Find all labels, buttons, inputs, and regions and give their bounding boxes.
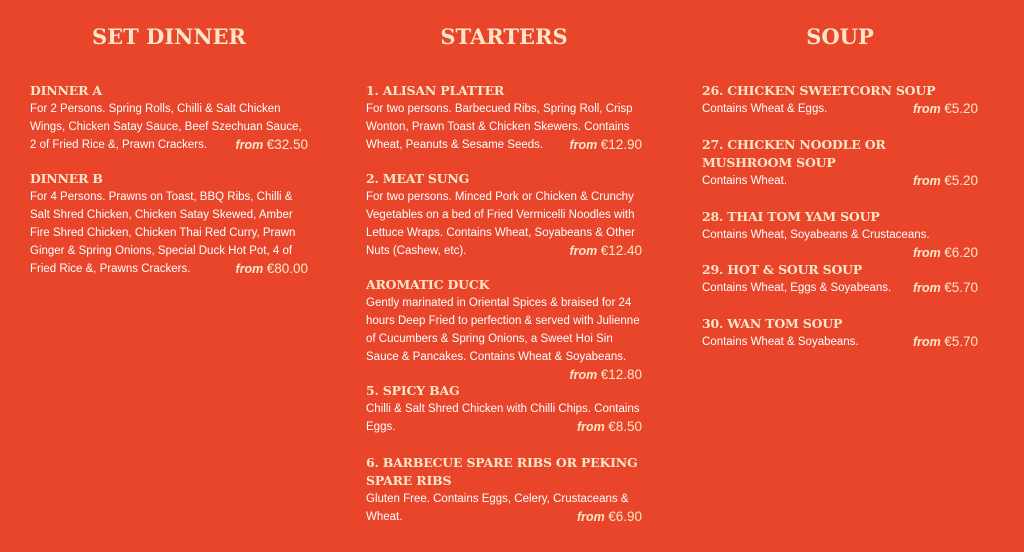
menu-item-name: 6. BARBECUE SPARE RIBS OR PEKING SPARE RIBS bbox=[366, 455, 638, 488]
menu-item-desc-text: For 2 Persons. Spring Rolls, Chilli & Salt Chicken Wings, Chicken Satay Sauce, Beef Szechuan Sauce, 2 of Fried Rice &, Prawn Crackers. bbox=[30, 103, 302, 151]
price-from-label: from bbox=[569, 244, 598, 258]
menu-item-description bbox=[366, 400, 642, 436]
menu-item-desc-text: Contains Wheat. bbox=[702, 175, 788, 187]
menu-item-chicken-noodle-soup bbox=[702, 136, 978, 190]
menu-item-name: 27. CHICKEN NOODLE OR MUSHROOM SOUP bbox=[702, 137, 886, 170]
menu-item-description: Gently marinated in Oriental Spices & braised for 24 hours Deep Fried to perfection & served with Julienne of Cucumbers & Spring Onions, a Sweet Hoi Sin Sauce & Pancakes. Contains Wheat & Soyabeans. bbox=[366, 297, 640, 363]
menu-item-desc-text: For 4 Persons. Prawns on Toast, BBQ Ribs, Chilli & Salt Shred Chicken, Chicken Satay Skewed, Amber Fire Shred Chicken, Chicken Thai Red Curry, Prawn Ginger & Spring Onions, Special Duck Hot Pot, 4 of Fried Rice &, Prawns Crackers. bbox=[30, 191, 296, 275]
section-title-set-dinner: SET DINNER bbox=[92, 24, 246, 49]
menu-item-aromatic-duck bbox=[366, 276, 642, 384]
price-amount: €8.50 bbox=[608, 419, 642, 434]
menu-item-name: 26. CHICKEN SWEETCORN SOUP bbox=[702, 83, 936, 98]
menu-item-spicy-bag bbox=[366, 382, 642, 436]
menu-item-spare-ribs bbox=[366, 454, 642, 526]
menu-item-dinner-a bbox=[30, 82, 308, 154]
price-from-label: from bbox=[235, 262, 264, 276]
menu-item-price bbox=[569, 242, 642, 260]
price-amount: €12.80 bbox=[600, 367, 642, 382]
menu-item-price bbox=[913, 172, 978, 190]
menu-item-alisan-platter bbox=[366, 82, 642, 154]
price-amount: €5.70 bbox=[944, 334, 978, 349]
price-amount: €32.50 bbox=[266, 137, 308, 152]
menu-item-wan-tom-soup bbox=[702, 315, 978, 351]
menu-item-name: 29. HOT & SOUR SOUP bbox=[702, 262, 863, 277]
menu-item-name: 2. MEAT SUNG bbox=[366, 171, 470, 186]
menu-item-price bbox=[569, 136, 642, 154]
price-amount: €6.20 bbox=[944, 245, 978, 260]
menu-item-name: 28. THAI TOM YAM SOUP bbox=[702, 209, 880, 224]
price-from-label: from bbox=[912, 281, 941, 295]
menu-item-desc-text: Contains Wheat & Soyabeans. bbox=[702, 336, 859, 348]
menu-item-description bbox=[702, 100, 978, 118]
menu-item-description bbox=[702, 172, 978, 190]
menu-item-price bbox=[913, 100, 978, 118]
menu-item-name: 5. SPICY BAG bbox=[366, 383, 460, 398]
menu-item-price bbox=[577, 418, 642, 436]
price-amount: €6.90 bbox=[608, 509, 642, 524]
menu-item-price bbox=[702, 244, 978, 262]
price-amount: €12.90 bbox=[600, 137, 642, 152]
menu-item-thai-tom-yam-soup bbox=[702, 208, 978, 262]
menu-item-description bbox=[30, 188, 308, 278]
menu-item-price bbox=[235, 260, 308, 278]
menu-item-desc-text: For two persons. Minced Pork or Chicken & Crunchy Vegetables on a bed of Fried Vermicelli Noodles with Lettuce Wraps. Contains Wheat, Soyabeans & Other Nuts (Cashew, etc). bbox=[366, 191, 635, 257]
menu-item-description: Contains Wheat, Soyabeans & Crustaceans. bbox=[702, 229, 930, 241]
price-amount: €5.70 bbox=[944, 280, 978, 295]
menu-item-chicken-sweetcorn-soup bbox=[702, 82, 978, 118]
menu-item-meat-sung bbox=[366, 170, 642, 260]
menu-item-name: DINNER B bbox=[30, 171, 103, 186]
menu-item-price bbox=[913, 333, 978, 351]
menu-item-description bbox=[702, 279, 978, 297]
menu-item-price bbox=[235, 136, 308, 154]
price-from-label: from bbox=[569, 368, 598, 382]
price-from-label: from bbox=[569, 138, 598, 152]
menu-item-desc-text: Contains Wheat & Eggs. bbox=[702, 103, 828, 115]
menu-item-name: DINNER A bbox=[30, 83, 102, 98]
price-amount: €5.20 bbox=[944, 173, 978, 188]
menu-item-description bbox=[366, 100, 642, 154]
price-from-label: from bbox=[235, 138, 264, 152]
menu-item-desc-text: Contains Wheat, Eggs & Soyabeans. bbox=[702, 282, 892, 294]
menu-item-desc-text: Gluten Free. Contains Eggs, Celery, Crustaceans & Wheat. bbox=[366, 493, 629, 523]
price-from-label: from bbox=[912, 102, 941, 116]
menu-item-description bbox=[30, 100, 308, 154]
section-title-soup: SOUP bbox=[806, 24, 874, 49]
price-from-label: from bbox=[576, 510, 605, 524]
menu-item-price bbox=[577, 508, 642, 526]
menu-item-name: 1. ALISAN PLATTER bbox=[366, 83, 505, 98]
menu-item-description bbox=[366, 188, 642, 260]
price-from-label: from bbox=[576, 420, 605, 434]
price-from-label: from bbox=[912, 174, 941, 188]
menu-item-desc-text: For two persons. Barbecued Ribs, Spring Roll, Crisp Wonton, Prawn Toast & Chicken Skewers. Contains Wheat, Peanuts & Sesame Seeds. bbox=[366, 103, 633, 151]
menu-item-hot-sour-soup bbox=[702, 261, 978, 297]
menu-item-desc-text: Chilli & Salt Shred Chicken with Chilli Chips. Contains Eggs. bbox=[366, 403, 640, 433]
section-title-starters: STARTERS bbox=[440, 24, 568, 49]
price-from-label: from bbox=[912, 246, 941, 260]
price-amount: €12.40 bbox=[600, 243, 642, 258]
price-amount: €5.20 bbox=[944, 101, 978, 116]
menu-item-dinner-b bbox=[30, 170, 308, 278]
menu-item-price bbox=[913, 279, 978, 297]
menu-item-name: AROMATIC DUCK bbox=[366, 277, 490, 292]
menu-item-description bbox=[366, 490, 642, 526]
menu-item-name: 30. WAN TOM SOUP bbox=[702, 316, 843, 331]
price-amount: €80.00 bbox=[266, 261, 308, 276]
menu-item-description bbox=[702, 333, 978, 351]
price-from-label: from bbox=[912, 335, 941, 349]
